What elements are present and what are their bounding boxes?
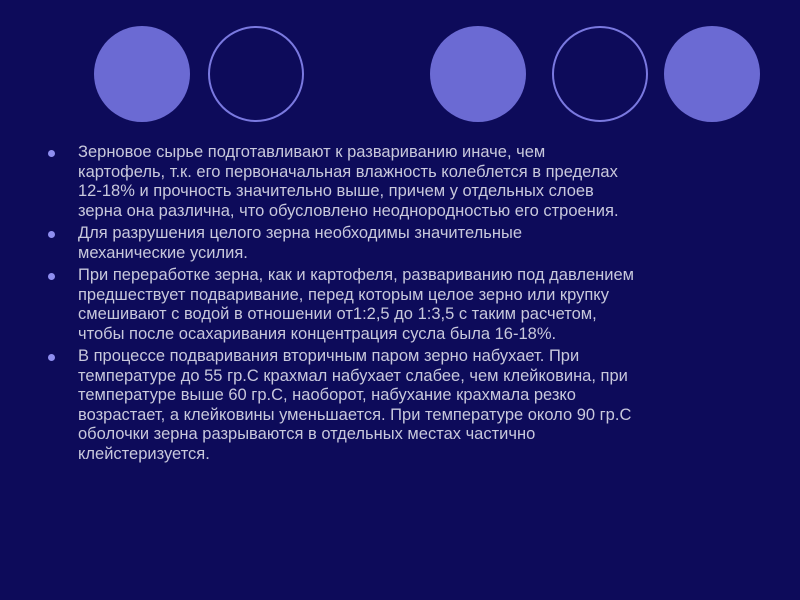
outline-circle-decoration (552, 26, 648, 122)
outline-circle-decoration (208, 26, 304, 122)
bullet-item (48, 347, 768, 464)
bullet-text: Для разрушения целого зерна необходимы значительные механические усилия. (78, 224, 523, 262)
bullet-item (48, 143, 768, 221)
bullet-dot-icon (48, 150, 55, 157)
filled-circle-decoration (430, 26, 526, 122)
filled-circle-decoration (94, 26, 190, 122)
bullet-list (48, 143, 768, 467)
filled-circle-decoration (664, 26, 760, 122)
bullet-dot-icon (48, 231, 55, 238)
bullet-dot-icon (48, 273, 55, 280)
bullet-item (48, 224, 768, 263)
bullet-text: При переработке зерна, как и картофеля, развариванию под давлением предшествует подваривание, перед которым целое зерно или крупку смешивают с водой в отношении от1:2,5 до 1:3,5 с таким расчетом, чтобы после осахаривания концентрация сусла была 16-18%. (78, 266, 634, 343)
bullet-text: Зерновое сырье подготавливают к развариванию иначе, чем картофель, т.к. его первоначальная влажность колеблется в пределах 12-18% и прочность значительно выше, причем у отдельных слоев зерна она различна, что обусловлено неоднородностью его строения. (78, 143, 619, 220)
bullet-text: В процессе подваривания вторичным паром зерно набухает. При температуре до 55 гр.С крахмал набухает слабее, чем клейковина, при температуре выше 60 гр.С, наоборот, набухание крахмала резко возрастает, а клейковины уменьшается. При температуре около 90 гр.С оболочки зерна разрываются в отдельных местах частично клейстеризуется. (78, 347, 632, 463)
bullet-item (48, 266, 768, 344)
bullet-dot-icon (48, 354, 55, 361)
